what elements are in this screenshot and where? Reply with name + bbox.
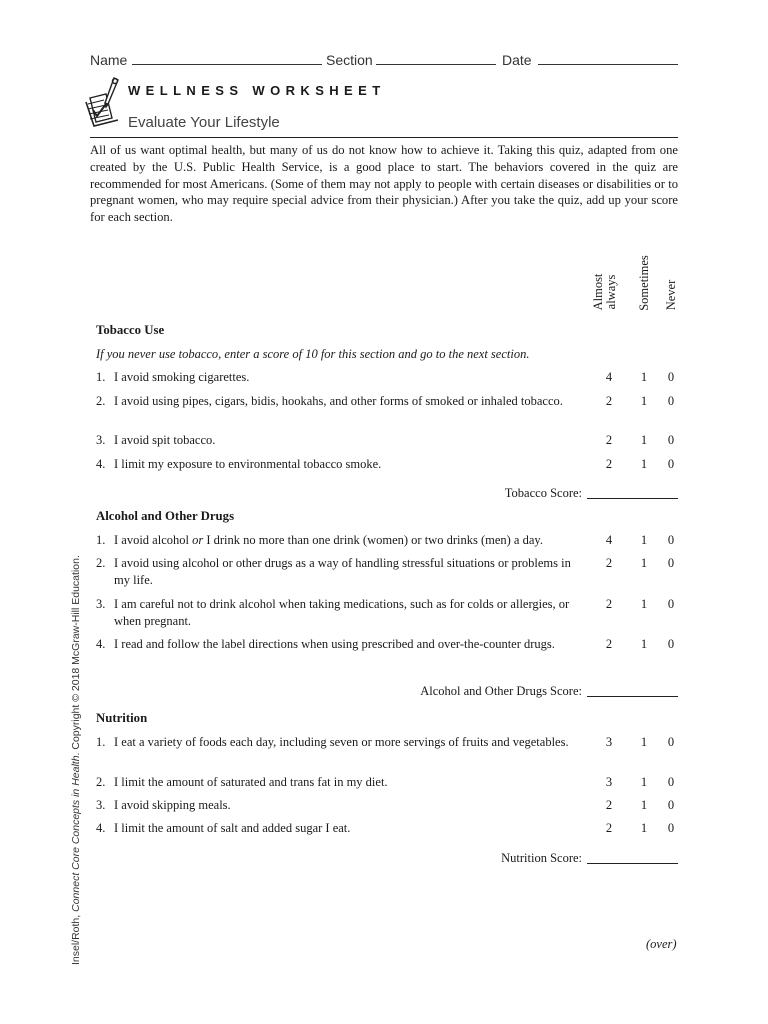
alcohol-score-label: Alcohol and Other Drugs Score: bbox=[420, 684, 582, 698]
over-indicator: (over) bbox=[646, 937, 677, 951]
section-field[interactable] bbox=[376, 64, 496, 65]
score-sometimes[interactable]: 1 bbox=[640, 457, 648, 471]
score-almost-always[interactable]: 2 bbox=[605, 637, 613, 651]
item-number: 2. bbox=[96, 556, 106, 570]
score-never[interactable]: 0 bbox=[667, 798, 675, 812]
date-label: Date bbox=[502, 52, 532, 68]
score-never[interactable]: 0 bbox=[667, 394, 675, 408]
worksheet-title: WELLNESS WORKSHEET bbox=[128, 83, 386, 98]
score-never[interactable]: 0 bbox=[667, 457, 675, 471]
score-sometimes[interactable]: 1 bbox=[640, 394, 648, 408]
item-text: I avoid using alcohol or other drugs as a way of handling stressful situations or problems in my life. bbox=[114, 556, 571, 588]
column-header-sometimes: Sometimes bbox=[637, 255, 651, 311]
copyright-sidebar bbox=[70, 555, 82, 965]
item-number: 2. bbox=[96, 394, 106, 408]
name-field[interactable] bbox=[132, 64, 322, 65]
section-label: Section bbox=[326, 52, 373, 68]
intro-paragraph: All of us want optimal health, but many of us do not know how to achieve it. Taking this quiz, adapted from one created by the U.S. Public Health Service, is a good place to start. The behaviors covered in the quiz are recommended for most Americans. (Some of them may not apply to people with certain diseases or disabilities or to pregnant women, who may require special advice from their physician.) After you take the quiz, add up your score for each section. bbox=[90, 143, 678, 225]
score-never[interactable]: 0 bbox=[667, 433, 675, 447]
tobacco-score-label: Tobacco Score: bbox=[504, 486, 582, 500]
item-text: I limit the amount of saturated and trans fat in my diet. bbox=[114, 775, 388, 789]
score-almost-always[interactable]: 2 bbox=[605, 798, 613, 812]
item-text: I limit my exposure to environmental tobacco smoke. bbox=[114, 457, 382, 471]
section-title-nutrition: Nutrition bbox=[96, 711, 148, 725]
item-text: I avoid skipping meals. bbox=[114, 798, 231, 812]
item-text-emphasis: or bbox=[192, 533, 204, 547]
name-label: Name bbox=[90, 52, 128, 68]
date-field[interactable] bbox=[538, 64, 678, 65]
item-number: 4. bbox=[96, 457, 106, 471]
copyright-notice: . Copyright © 2018 McGraw-Hill Education. bbox=[70, 555, 82, 756]
item-text: I avoid using pipes, cigars, bidis, hookahs, and other forms of smoked or inhaled tobacco. bbox=[114, 394, 563, 408]
column-header-almost-line2: always bbox=[604, 274, 618, 310]
nutrition-score-label: Nutrition Score: bbox=[501, 851, 582, 865]
section-note-tobacco: If you never use tobacco, enter a score of 10 for this section and go to the next section. bbox=[96, 347, 530, 361]
score-never[interactable]: 0 bbox=[667, 556, 675, 570]
score-almost-always[interactable]: 2 bbox=[605, 433, 613, 447]
item-number: 4. bbox=[96, 821, 106, 835]
item-text: I eat a variety of foods each day, including seven or more servings of fruits and vegetables. bbox=[114, 735, 569, 749]
item-text: I am careful not to drink alcohol when taking medications, such as for colds or allergies, or when pregnant. bbox=[114, 597, 570, 629]
score-sometimes[interactable]: 1 bbox=[640, 370, 648, 384]
pencil-checklist-icon bbox=[84, 74, 124, 128]
item-number: 2. bbox=[96, 775, 106, 789]
copyright-authors: Insel/Roth, bbox=[70, 911, 82, 965]
column-header-almost-always bbox=[592, 252, 620, 332]
tobacco-score-field[interactable] bbox=[587, 498, 678, 499]
item-number: 4. bbox=[96, 637, 106, 651]
item-number: 1. bbox=[96, 735, 106, 749]
score-almost-always[interactable]: 2 bbox=[605, 457, 613, 471]
score-almost-always[interactable]: 3 bbox=[605, 775, 613, 789]
item-text-part: I avoid alcohol bbox=[114, 533, 193, 547]
score-almost-always[interactable]: 4 bbox=[605, 370, 613, 384]
column-header-never: Never bbox=[664, 279, 678, 311]
item-text bbox=[114, 532, 594, 549]
score-never[interactable]: 0 bbox=[667, 597, 675, 611]
score-almost-always[interactable]: 2 bbox=[605, 821, 613, 835]
section-title-tobacco: Tobacco Use bbox=[96, 323, 165, 337]
alcohol-score-field[interactable] bbox=[587, 696, 678, 697]
score-sometimes[interactable]: 1 bbox=[640, 597, 648, 611]
item-text-part: I drink no more than one drink (women) or two drinks (men) a day. bbox=[203, 533, 543, 547]
item-number: 3. bbox=[96, 798, 106, 812]
score-sometimes[interactable]: 1 bbox=[640, 775, 648, 789]
score-sometimes[interactable]: 1 bbox=[640, 556, 648, 570]
nutrition-score-field[interactable] bbox=[587, 863, 678, 864]
score-almost-always[interactable]: 3 bbox=[605, 735, 613, 749]
section-title-alcohol: Alcohol and Other Drugs bbox=[96, 509, 235, 523]
item-text: I avoid smoking cigarettes. bbox=[114, 370, 250, 384]
header-fields bbox=[90, 52, 678, 70]
score-sometimes[interactable]: 1 bbox=[640, 637, 648, 651]
item-number: 1. bbox=[96, 370, 106, 384]
item-number: 3. bbox=[96, 597, 106, 611]
column-header-almost-line1: Almost bbox=[591, 273, 605, 311]
score-sometimes[interactable]: 1 bbox=[640, 533, 648, 547]
item-number: 3. bbox=[96, 433, 106, 447]
score-sometimes[interactable]: 1 bbox=[640, 798, 648, 812]
score-almost-always[interactable]: 4 bbox=[605, 533, 613, 547]
score-never[interactable]: 0 bbox=[667, 533, 675, 547]
score-almost-always[interactable]: 2 bbox=[605, 556, 613, 570]
worksheet-subtitle: Evaluate Your Lifestyle bbox=[128, 114, 280, 131]
score-sometimes[interactable]: 1 bbox=[640, 433, 648, 447]
score-sometimes[interactable]: 1 bbox=[640, 735, 648, 749]
item-number: 1. bbox=[96, 533, 106, 547]
score-never[interactable]: 0 bbox=[667, 775, 675, 789]
item-text: I limit the amount of salt and added sugar I eat. bbox=[114, 821, 351, 835]
copyright-book-title: Connect Core Concepts in Health bbox=[70, 755, 82, 912]
item-text: I avoid spit tobacco. bbox=[114, 433, 216, 447]
score-sometimes[interactable]: 1 bbox=[640, 821, 648, 835]
score-almost-always[interactable]: 2 bbox=[605, 597, 613, 611]
item-text: I read and follow the label directions when using prescribed and over-the-counter drugs. bbox=[114, 637, 555, 651]
score-never[interactable]: 0 bbox=[667, 637, 675, 651]
header-divider bbox=[90, 137, 678, 138]
score-never[interactable]: 0 bbox=[667, 735, 675, 749]
score-almost-always[interactable]: 2 bbox=[605, 394, 613, 408]
score-never[interactable]: 0 bbox=[667, 821, 675, 835]
score-never[interactable]: 0 bbox=[667, 370, 675, 384]
